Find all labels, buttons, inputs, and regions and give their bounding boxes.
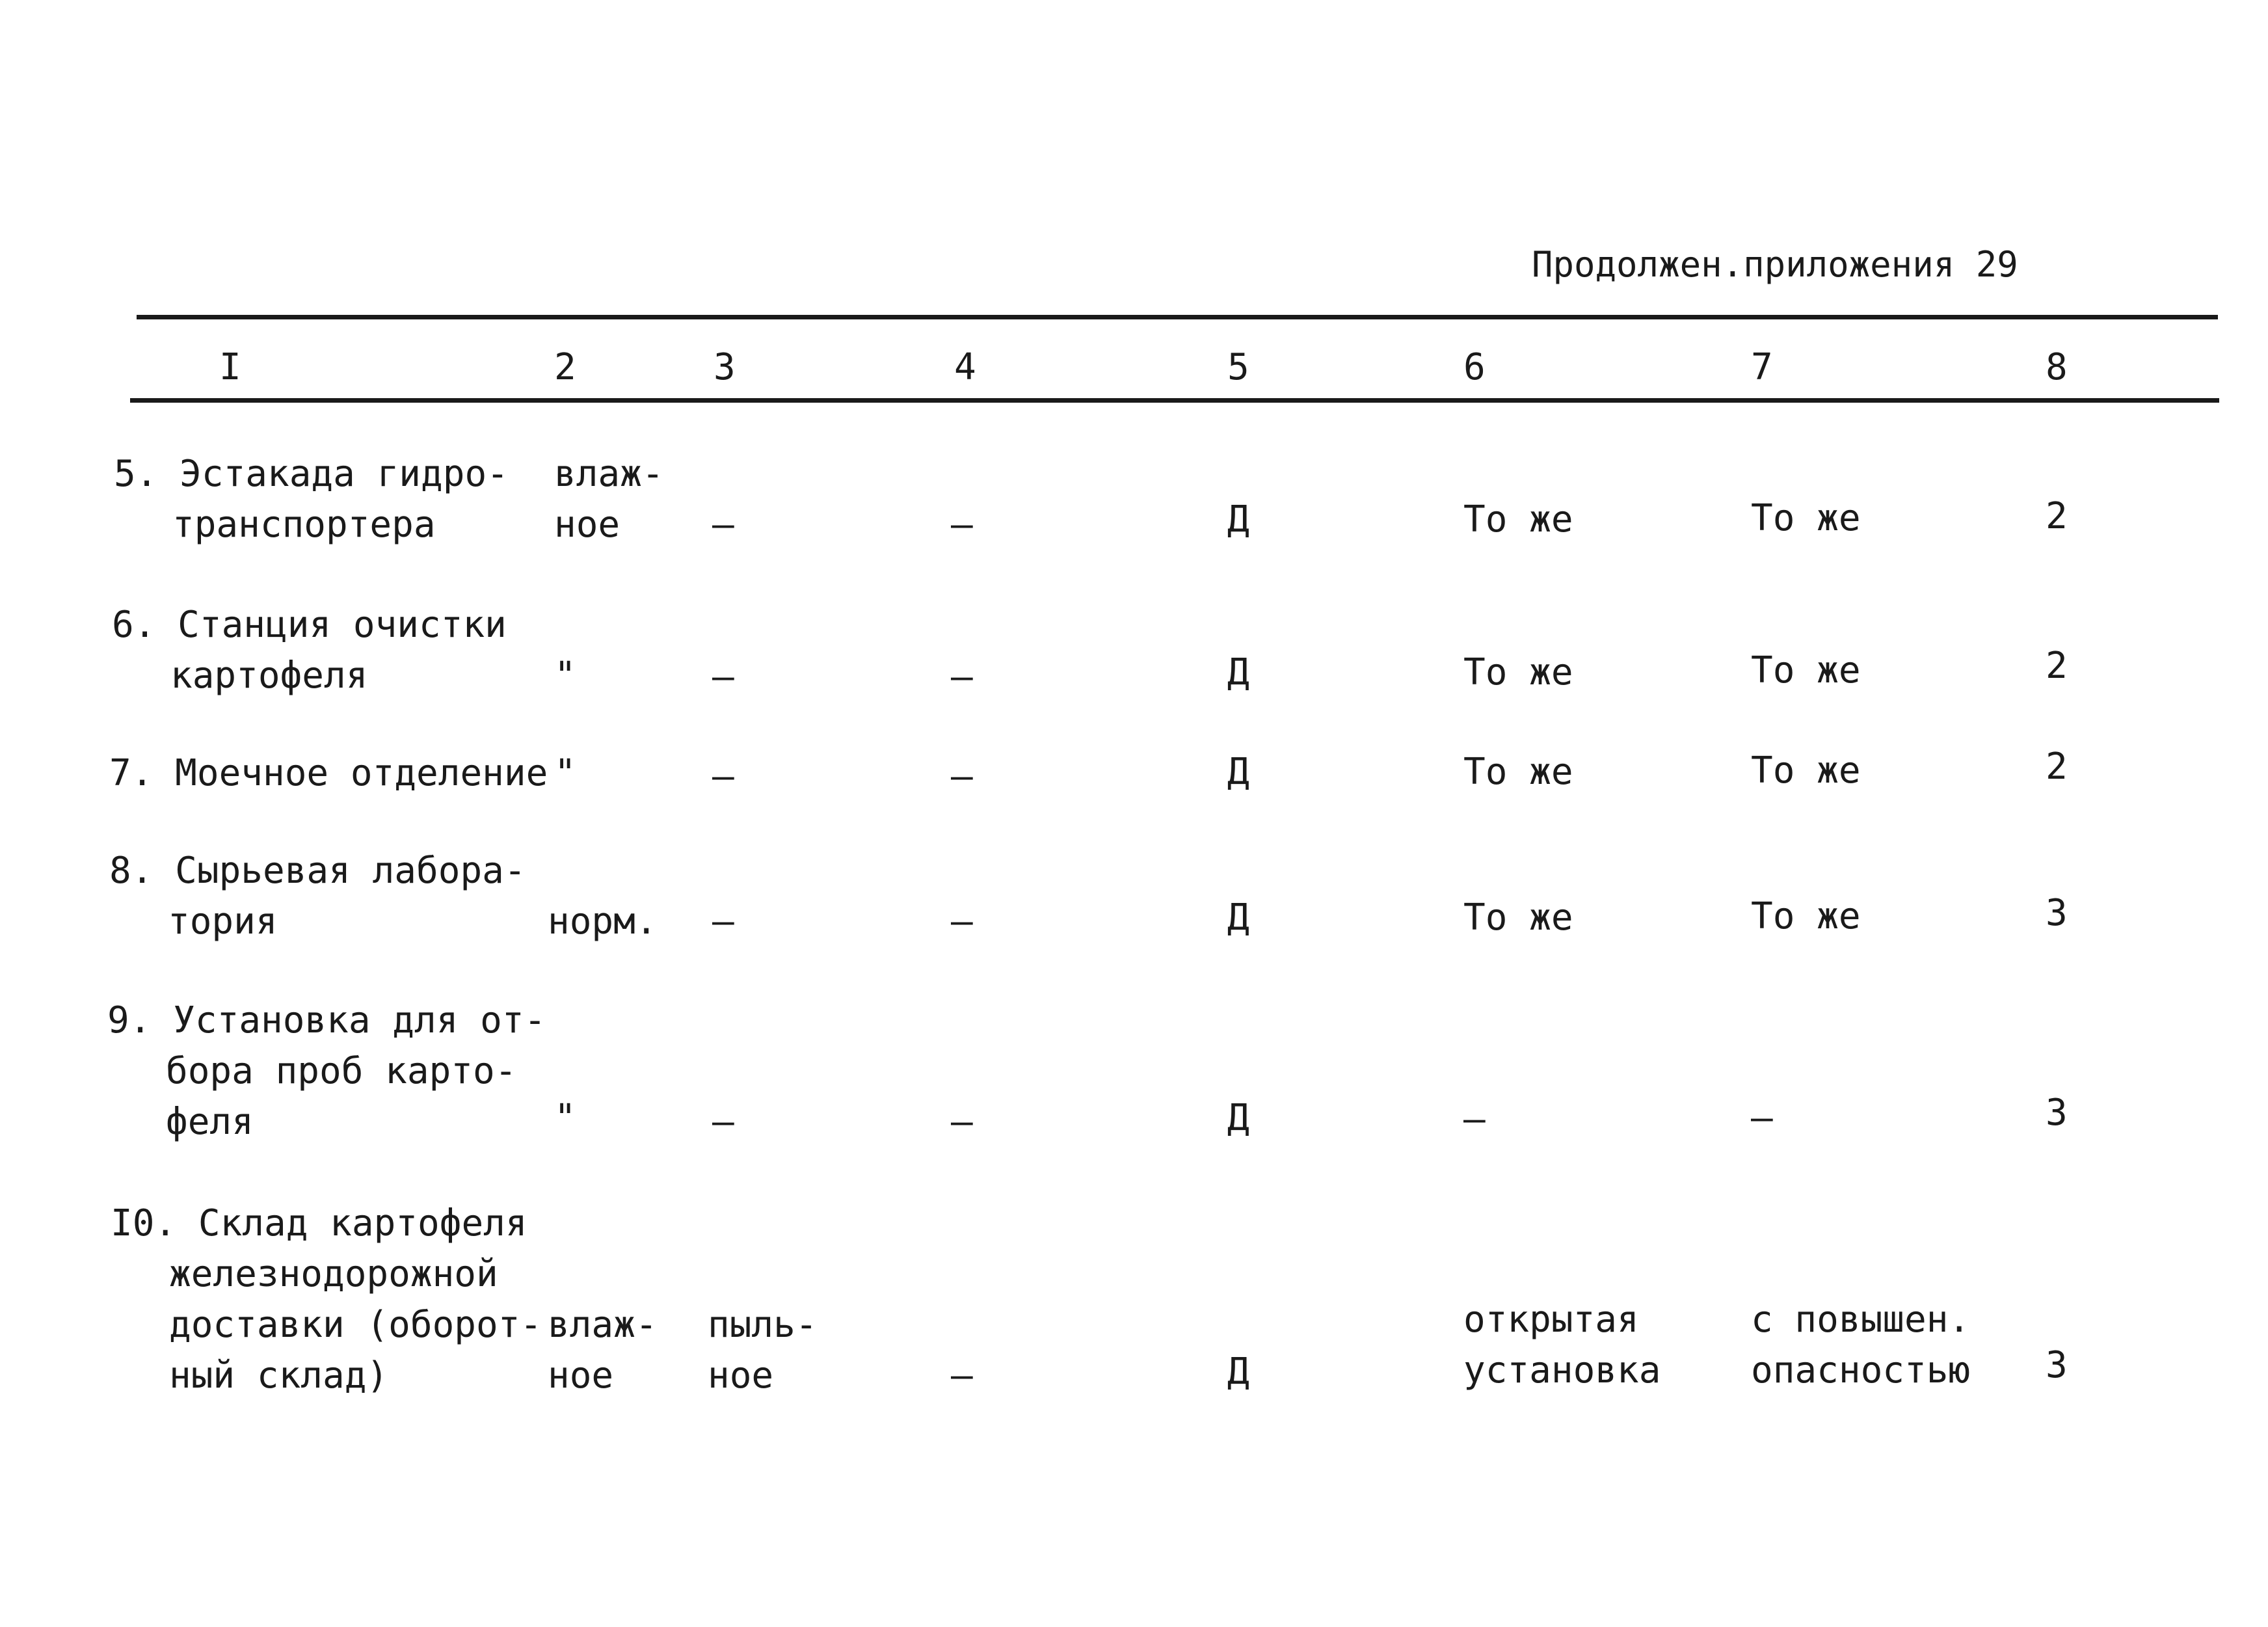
header-col-8: 8 (2046, 346, 2068, 388)
row-name: I0. Склад картофеля железнодорожной доставки (оборот- ный склад) (111, 1202, 542, 1397)
row-col-7: То же (1751, 895, 1861, 937)
header-col-6: 6 (1463, 346, 1486, 388)
row-col-7: То же (1751, 649, 1861, 692)
row-name: 9. Установка для от- бора проб карто- феля (107, 999, 546, 1143)
row-col-6: То же (1463, 498, 1573, 541)
header-col-2: 2 (554, 346, 576, 388)
row-col-8: 3 (2046, 1344, 2068, 1386)
row-col-5: Д (1227, 751, 1249, 793)
row-col-5: Д (1227, 498, 1249, 541)
row-col-2: норм. (548, 900, 658, 943)
row-col-6: – (1463, 1098, 1486, 1140)
row-col-5: Д (1227, 1097, 1249, 1139)
row-col-8: 2 (2046, 746, 2068, 788)
row-col-3: – (712, 755, 734, 798)
row-col-2: " (554, 654, 576, 697)
row-col-7: То же (1751, 749, 1861, 792)
row-name: 7. Моечное отделение (109, 752, 548, 794)
row-col-6: То же (1463, 651, 1573, 693)
row-col-7: с повышен. опасностью (1751, 1298, 1971, 1392)
row-col-4: – (951, 1101, 973, 1143)
row-col-8: 2 (2046, 645, 2068, 687)
row-col-6: То же (1463, 751, 1573, 793)
row-col-4: – (951, 656, 973, 698)
row-col-2: " (554, 752, 576, 794)
row-col-3: пыль- ное (708, 1304, 818, 1397)
row-col-7: – (1751, 1097, 1773, 1139)
row-col-2: влаж- ное (548, 1304, 658, 1397)
row-col-6: открытая установка (1463, 1298, 1661, 1392)
header-col-7: 7 (1751, 346, 1773, 388)
row-name: 8. Сырьевая лабора- тория (109, 850, 526, 943)
row-col-2: влаж- ное (554, 453, 664, 546)
row-col-4: – (951, 1354, 973, 1397)
page-caption: Продолжен.приложения 29 (1532, 244, 2018, 285)
row-col-2: " (554, 1097, 576, 1139)
row-name: 5. Эстакада гидро- транспортера (114, 453, 509, 546)
header-col-4: 4 (954, 346, 976, 388)
row-name: 6. Станция очистки картофеля (112, 604, 507, 697)
table-top-rule (137, 315, 2218, 319)
row-col-6: То же (1463, 896, 1573, 939)
row-col-3: – (712, 656, 734, 698)
header-col-3: 3 (714, 346, 736, 388)
row-col-5: Д (1227, 651, 1249, 693)
row-col-7: То же (1751, 497, 1861, 539)
header-col-5: 5 (1227, 346, 1249, 388)
row-col-8: 2 (2046, 495, 2068, 537)
row-col-4: – (951, 755, 973, 798)
row-col-3: – (712, 900, 734, 943)
row-col-8: 3 (2046, 1092, 2068, 1134)
row-col-3: – (712, 1101, 734, 1143)
row-col-4: – (951, 504, 973, 546)
row-col-3: – (712, 504, 734, 546)
row-col-5: Д (1227, 1351, 1249, 1393)
row-col-8: 3 (2046, 892, 2068, 934)
header-col-1: I (219, 346, 241, 388)
row-col-5: Д (1227, 896, 1249, 939)
row-col-4: – (951, 900, 973, 943)
header-bottom-rule (130, 398, 2219, 403)
